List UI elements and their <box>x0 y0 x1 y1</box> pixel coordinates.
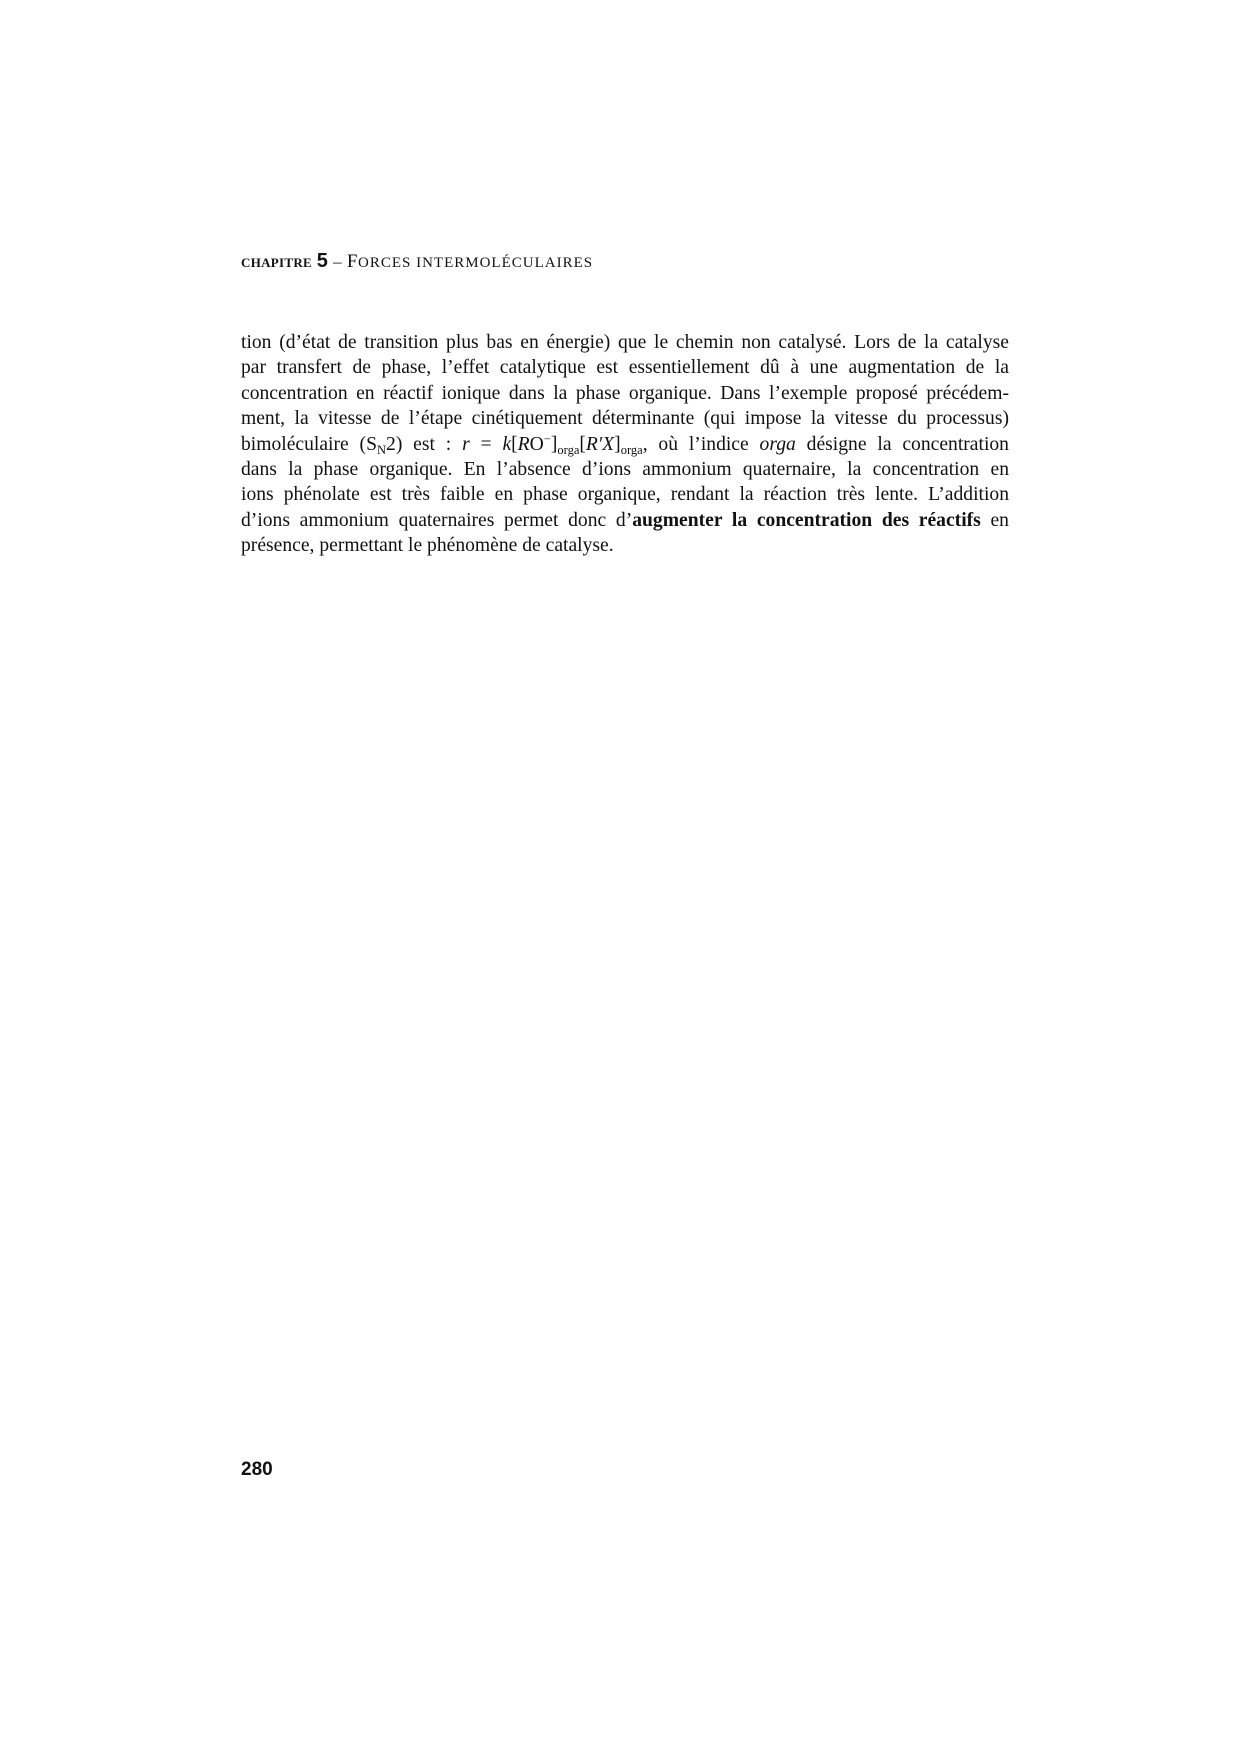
running-header <box>241 250 593 273</box>
paragraph-line-2: par transfert de phase, l’effet catalytique est essentiellement dû à une augmentation de la <box>241 357 1009 379</box>
line8-post: en <box>980 509 1009 531</box>
bracket-open-1: [ <box>511 433 518 455</box>
page-number: 280 <box>241 1459 273 1480</box>
alkoxide-r: R <box>517 433 530 455</box>
paragraph-line-9: présence, permettant le phénomène de catalyse. <box>241 535 614 557</box>
header-chapitre-rest: HAPITRE <box>250 255 313 270</box>
paragraph-line-8 <box>241 508 1009 533</box>
header-separator: – <box>328 252 347 271</box>
halide-rx: R′X <box>585 433 615 455</box>
paragraph-line-6: dans la phase organique. En l’absence d’ions ammonium quaternaire, la concentration en <box>241 458 1009 480</box>
line8-pre: d’ions ammonium quaternaires permet donc d’ <box>241 509 633 531</box>
equals-sign: = <box>469 433 503 455</box>
sn-subscript: N <box>376 442 387 457</box>
paragraph-line-3: concentration en réactif ionique dans la phase organique. Dans l’exemple proposé précédem- <box>241 382 1009 404</box>
header-chapter-number: 5 <box>316 250 329 272</box>
line5-post-sn: 2) est : <box>386 433 463 455</box>
orga-subscript-2: orga <box>620 442 643 457</box>
line5-mid: , où l’indice <box>642 433 760 455</box>
orga-italic-term: orga <box>759 433 796 455</box>
bracket-close-2: ] <box>614 433 621 455</box>
line5-end: désigne la concentration <box>795 433 1009 455</box>
rate-symbol: r <box>462 433 470 455</box>
bracket-open-2: [ <box>579 433 586 455</box>
header-title-rest: ORCES INTERMOLÉCULAIRES <box>358 255 594 271</box>
line5-pre: bimoléculaire (S <box>241 433 377 455</box>
rate-constant: k <box>502 433 512 455</box>
bracket-close-1: ] <box>550 433 558 455</box>
header-title-first: F <box>346 251 358 272</box>
paragraph-line-7: ions phénolate est très faible en phase organique, rendant la réaction très lente. L’addition <box>241 484 1009 506</box>
paragraph-line-5 <box>241 432 1009 457</box>
paragraph-line-4: ment, la vitesse de l’étape cinétiquement déterminante (qui impose la vitesse du processus) <box>241 408 1009 430</box>
header-chapitre-first: C <box>241 255 251 270</box>
body-paragraph <box>241 330 1009 559</box>
emphasis-bold: augmenter la concentration des réactifs <box>632 509 981 531</box>
orga-subscript-1: orga <box>557 442 580 457</box>
alkoxide-o: O <box>529 433 544 455</box>
paragraph-line-1: tion (d’état de transition plus bas en énergie) que le chemin non catalysé. Lors de la catalyse <box>241 332 1009 353</box>
charge-minus: − <box>543 431 551 446</box>
